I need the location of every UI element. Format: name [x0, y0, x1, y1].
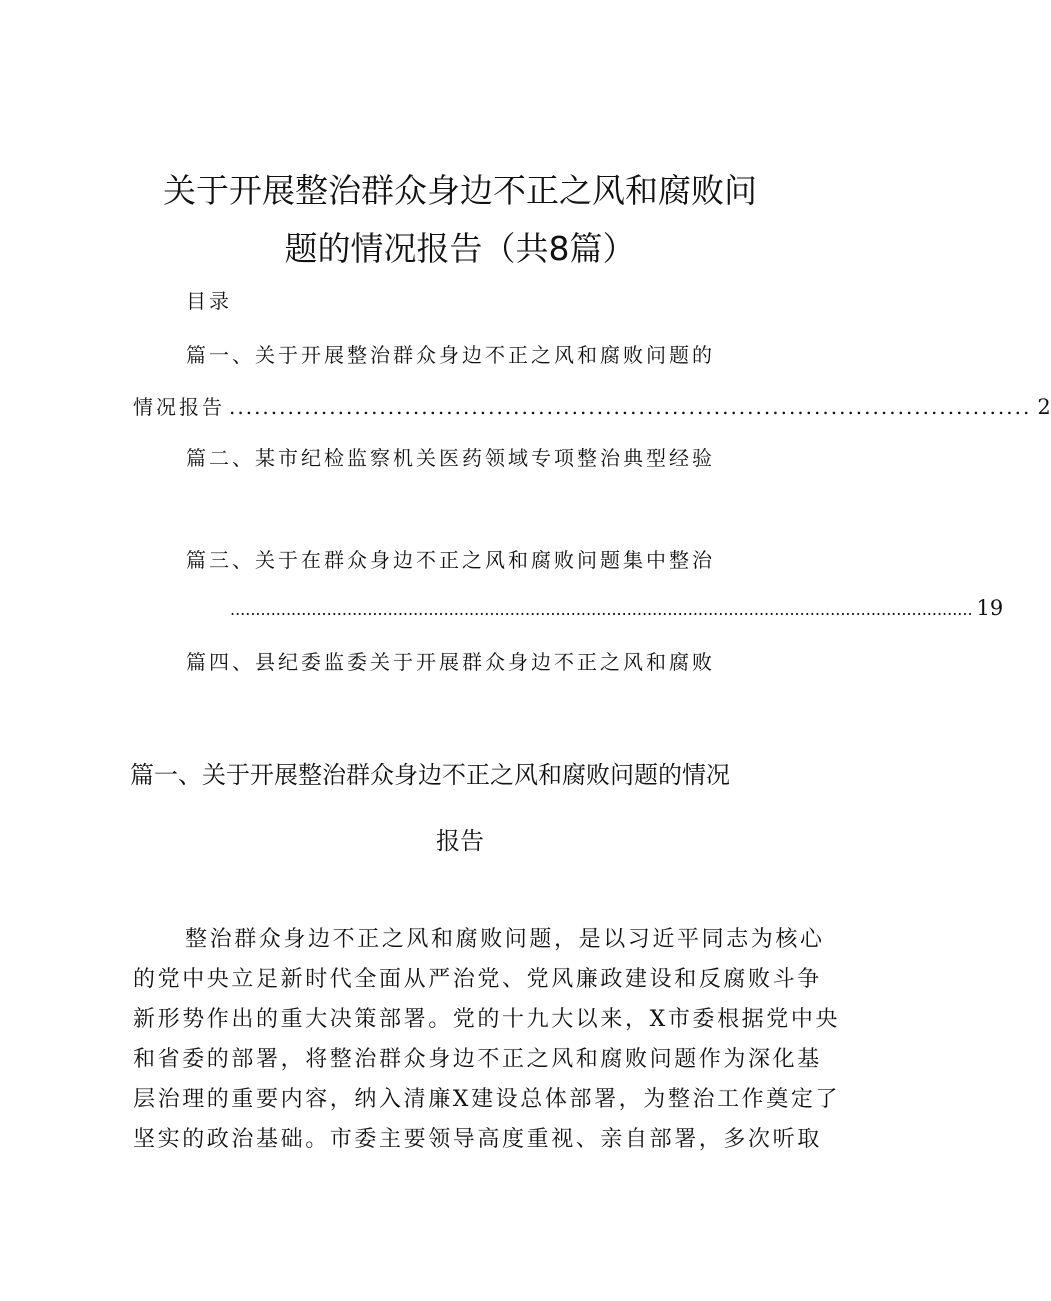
toc-item-1-line-2[interactable] — [133, 392, 1051, 422]
section-heading-continuation: 报告 — [436, 827, 484, 855]
toc-item-4[interactable]: 篇四、县纪委监委关于开展群众身边不正之风和腐败 — [186, 650, 715, 674]
body-line-3: 新形势作出的重大决策部署。党的十九大以来，X市委根据党中央 — [133, 1007, 841, 1032]
body-line-2: 的党中央立足新时代全面从严治党、党风廉政建设和反腐败斗争 — [133, 967, 822, 992]
toc-item-3-leader: .................................................................................................................................................. — [230, 600, 973, 619]
body-paragraph — [133, 920, 841, 1160]
document-title-line-2: 题的情况报告（共8篇） — [284, 229, 636, 269]
toc-label: 目录 — [186, 289, 232, 313]
toc-item-1-line-1[interactable]: 篇一、关于开展整治群众身边不正之风和腐败问题的 — [186, 343, 715, 367]
section-heading: 篇一、关于开展整治群众身边不正之风和腐败问题的情况 — [130, 761, 730, 789]
toc-item-3-line-2[interactable] — [230, 593, 1004, 625]
body-line-5: 层治理的重要内容，纳入清廉X建设总体部署，为整治工作奠定了 — [133, 1087, 841, 1112]
toc-item-3-line-1[interactable]: 篇三、关于在群众身边不正之风和腐败问题集中整治 — [186, 548, 715, 572]
toc-item-3-page-number: 19 — [976, 596, 1004, 620]
toc-item-1-page-number: 2 — [1037, 395, 1051, 419]
body-line-1: 整治群众身边不正之风和腐败问题，是以习近平同志为核心 — [185, 927, 825, 952]
document-title-line-1: 关于开展整治群众身边不正之风和腐败问 — [163, 171, 757, 211]
toc-item-2[interactable]: 篇二、某市纪检监察机关医药领域专项整治典型经验 — [186, 446, 715, 470]
body-line-4: 和省委的部署，将整治群众身边不正之风和腐败问题作为深化基 — [133, 1047, 822, 1072]
document-title — [110, 162, 810, 278]
body-line-6: 坚实的政治基础。市委主要领导高度重视、亲自部署，多次听取 — [133, 1127, 822, 1152]
toc-item-1-label: 情况报告 — [133, 395, 225, 419]
toc-item-1-leader: ................................................................................................ — [229, 395, 1032, 419]
